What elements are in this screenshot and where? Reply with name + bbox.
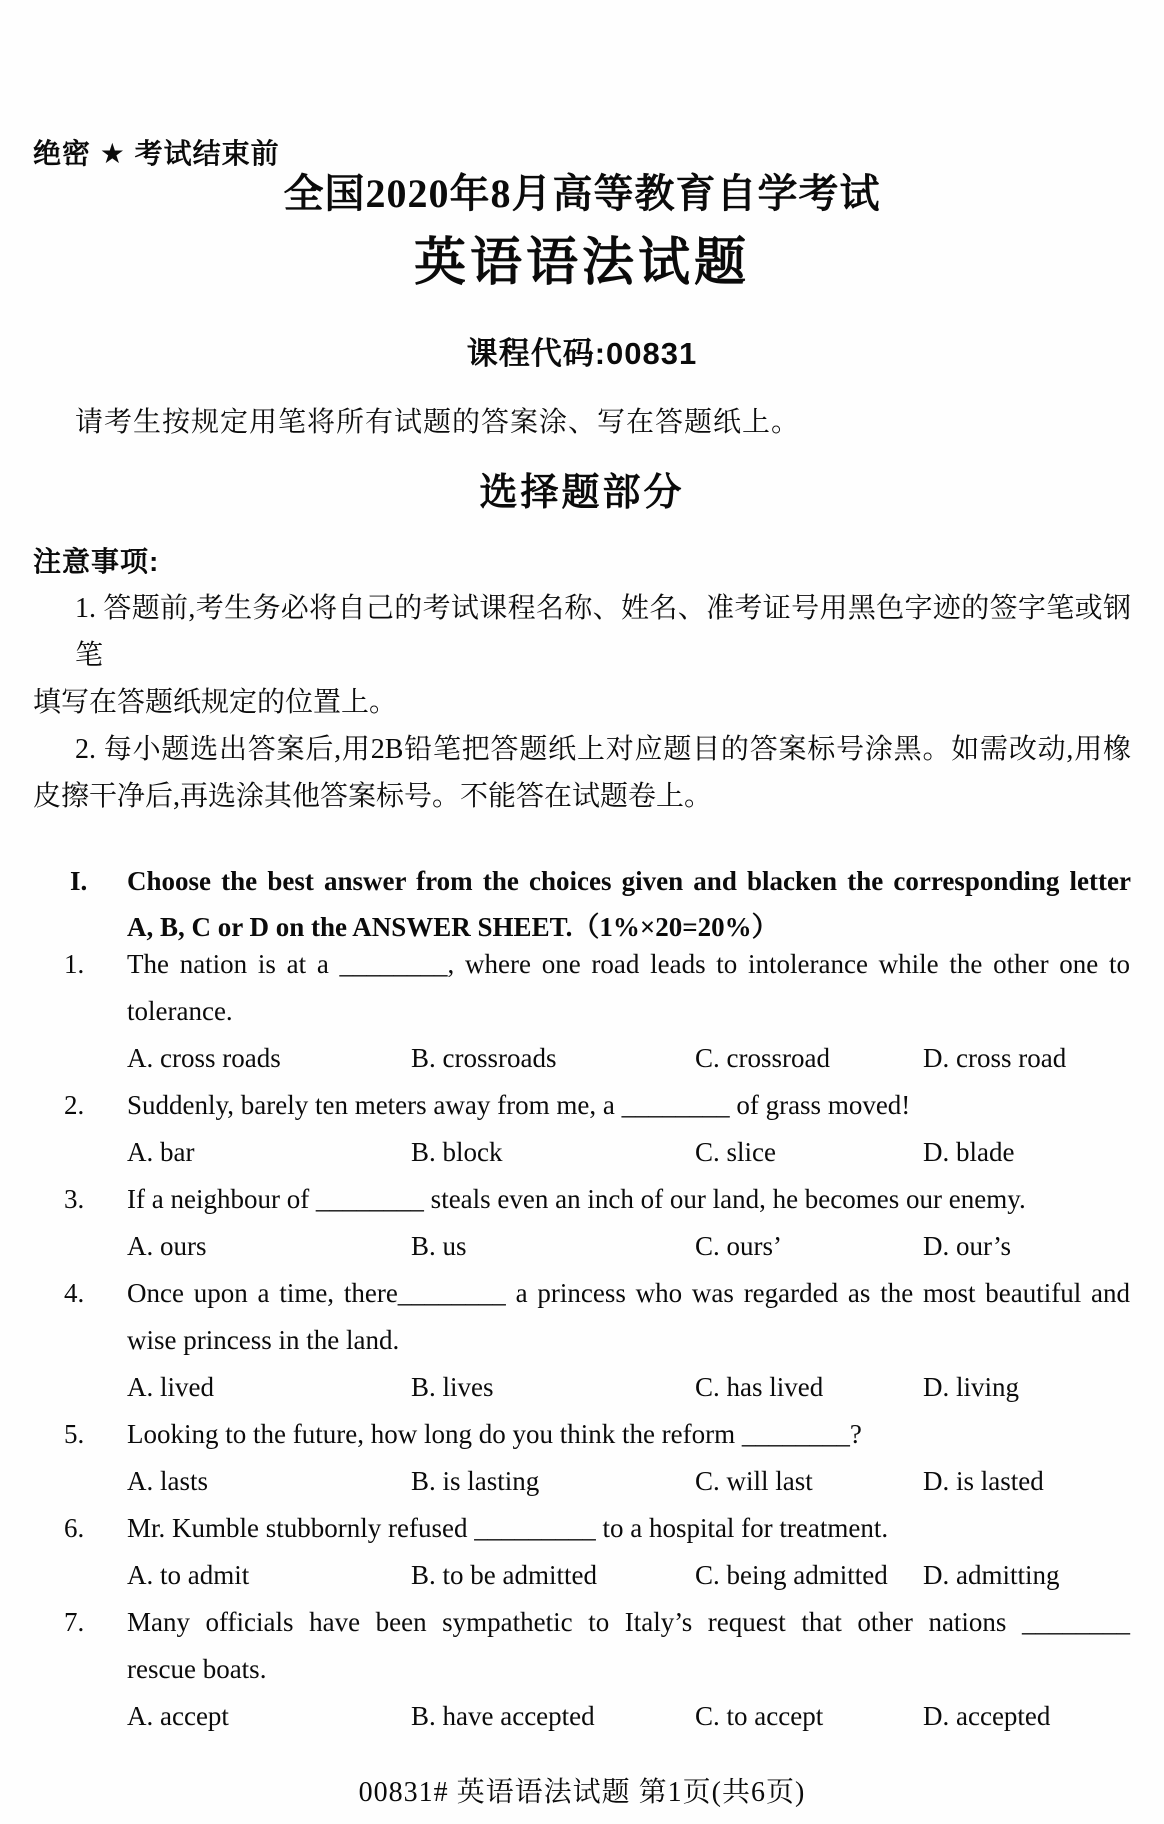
question-text-line: Once upon a time, there________ a princess who was regarded as the most beautiful and: [127, 1278, 1130, 1308]
page-footer: 00831# 英语语法试题 第1页(共6页): [358, 1777, 806, 1808]
option-b: B. us: [411, 1231, 467, 1261]
question-text-line: Many officials have been sympathetic to Italy’s request that other nations ________: [127, 1607, 1130, 1637]
option-b: B. block: [411, 1137, 503, 1167]
option-d: D. blade: [923, 1137, 1015, 1167]
question-options: [127, 1364, 1130, 1411]
option-d: D. our’s: [923, 1231, 1012, 1261]
question: [0, 941, 1164, 1082]
option-c: C. to accept: [695, 1701, 824, 1731]
option-a: A. to admit: [127, 1560, 250, 1590]
section-one-heading: [0, 858, 1164, 950]
general-instruction: 请考生按规定用笔将所有试题的答案涂、写在答题纸上。: [75, 406, 801, 437]
section-heading-line: A, B, C or D on the ANSWER SHEET.（1%×20=20%）: [127, 912, 779, 942]
question-number: 3.: [64, 1184, 85, 1214]
question-text: [127, 941, 1130, 1035]
question: [0, 1599, 1164, 1740]
question-options: [127, 1458, 1130, 1505]
note-line: 皮擦干净后,再选涂其他答案标号。不能答在试题卷上。: [33, 781, 713, 812]
question-text: [127, 1176, 1130, 1223]
option-c: C. ours’: [695, 1231, 782, 1261]
option-b: B. to be admitted: [411, 1560, 597, 1590]
question: [0, 1270, 1164, 1411]
question-text-line: The nation is at a ________, where one road leads to intolerance while the other one to: [127, 949, 1130, 979]
question-options: [127, 1129, 1130, 1176]
question-text: [127, 1411, 1130, 1458]
question-list: [0, 941, 1164, 1740]
question-text-line: Looking to the future, how long do you think the reform ________?: [127, 1419, 862, 1449]
option-a: A. lived: [127, 1372, 214, 1402]
question: [0, 1176, 1164, 1270]
question: [0, 1082, 1164, 1176]
option-a: A. lasts: [127, 1466, 208, 1496]
exam-title: 全国2020年8月高等教育自学考试: [283, 171, 881, 216]
option-d: D. cross road: [923, 1043, 1067, 1073]
option-b: B. is lasting: [411, 1466, 540, 1496]
option-b: B. have accepted: [411, 1701, 595, 1731]
question-number: 1.: [64, 949, 85, 979]
course-code: 课程代码:00831: [466, 336, 698, 371]
security-classification-label: 绝密 ★ 考试结束前: [33, 138, 280, 169]
option-a: A. bar: [127, 1137, 195, 1167]
question-number: 7.: [64, 1607, 85, 1637]
question-text: [127, 1270, 1130, 1364]
question-text-line: Suddenly, barely ten meters away from me, a ________ of grass moved!: [127, 1090, 911, 1120]
section-part-title: 选择题部分: [479, 472, 685, 514]
option-d: D. accepted: [923, 1701, 1051, 1731]
option-b: B. crossroads: [411, 1043, 557, 1073]
note-line: 2. 每小题选出答案后,用2B铅笔把答题纸上对应题目的答案标号涂黑。如需改动,用橡: [75, 734, 1131, 765]
option-a: A. ours: [127, 1231, 207, 1261]
question-number: 4.: [64, 1278, 85, 1308]
question: [0, 1505, 1164, 1599]
question-text: [127, 1599, 1130, 1693]
question-options: [127, 1693, 1130, 1740]
question-text-line: If a neighbour of ________ steals even an inch of our land, he becomes our enemy.: [127, 1184, 1026, 1214]
paper-title: 英语语法试题: [413, 234, 750, 292]
question-options: [127, 1552, 1130, 1599]
question-number: 2.: [64, 1090, 85, 1120]
question-text-line: Mr. Kumble stubbornly refused _________ to a hospital for treatment.: [127, 1513, 889, 1543]
option-b: B. lives: [411, 1372, 494, 1402]
note-line: 填写在答题纸规定的位置上。: [33, 687, 398, 718]
section-heading-line: Choose the best answer from the choices given and blacken the corresponding letter: [127, 866, 1131, 896]
question-options: [127, 1035, 1130, 1082]
option-c: C. has lived: [695, 1372, 824, 1402]
question-number: 5.: [64, 1419, 85, 1449]
question-options: [127, 1223, 1130, 1270]
option-d: D. is lasted: [923, 1466, 1044, 1496]
option-d: D. living: [923, 1372, 1020, 1402]
question-text: [127, 1505, 1130, 1552]
question-text-line: rescue boats.: [127, 1654, 267, 1684]
option-a: A. cross roads: [127, 1043, 281, 1073]
option-d: D. admitting: [923, 1560, 1060, 1590]
section-numeral: I.: [70, 866, 88, 896]
question-text-line: wise princess in the land.: [127, 1325, 400, 1355]
option-a: A. accept: [127, 1701, 229, 1731]
option-c: C. slice: [695, 1137, 776, 1167]
question-number: 6.: [64, 1513, 85, 1543]
option-c: C. will last: [695, 1466, 813, 1496]
option-c: C. crossroad: [695, 1043, 830, 1073]
question-text: [127, 1082, 1130, 1129]
option-c: C. being admitted: [695, 1560, 888, 1590]
question-text-line: tolerance.: [127, 996, 233, 1026]
notes-title: 注意事项:: [33, 546, 160, 577]
exam-notes: [0, 538, 1164, 820]
question: [0, 1411, 1164, 1505]
note-line: 1. 答题前,考生务必将自己的考试课程名称、姓名、准考证号用黑色字迹的签字笔或钢笔: [75, 593, 1131, 671]
